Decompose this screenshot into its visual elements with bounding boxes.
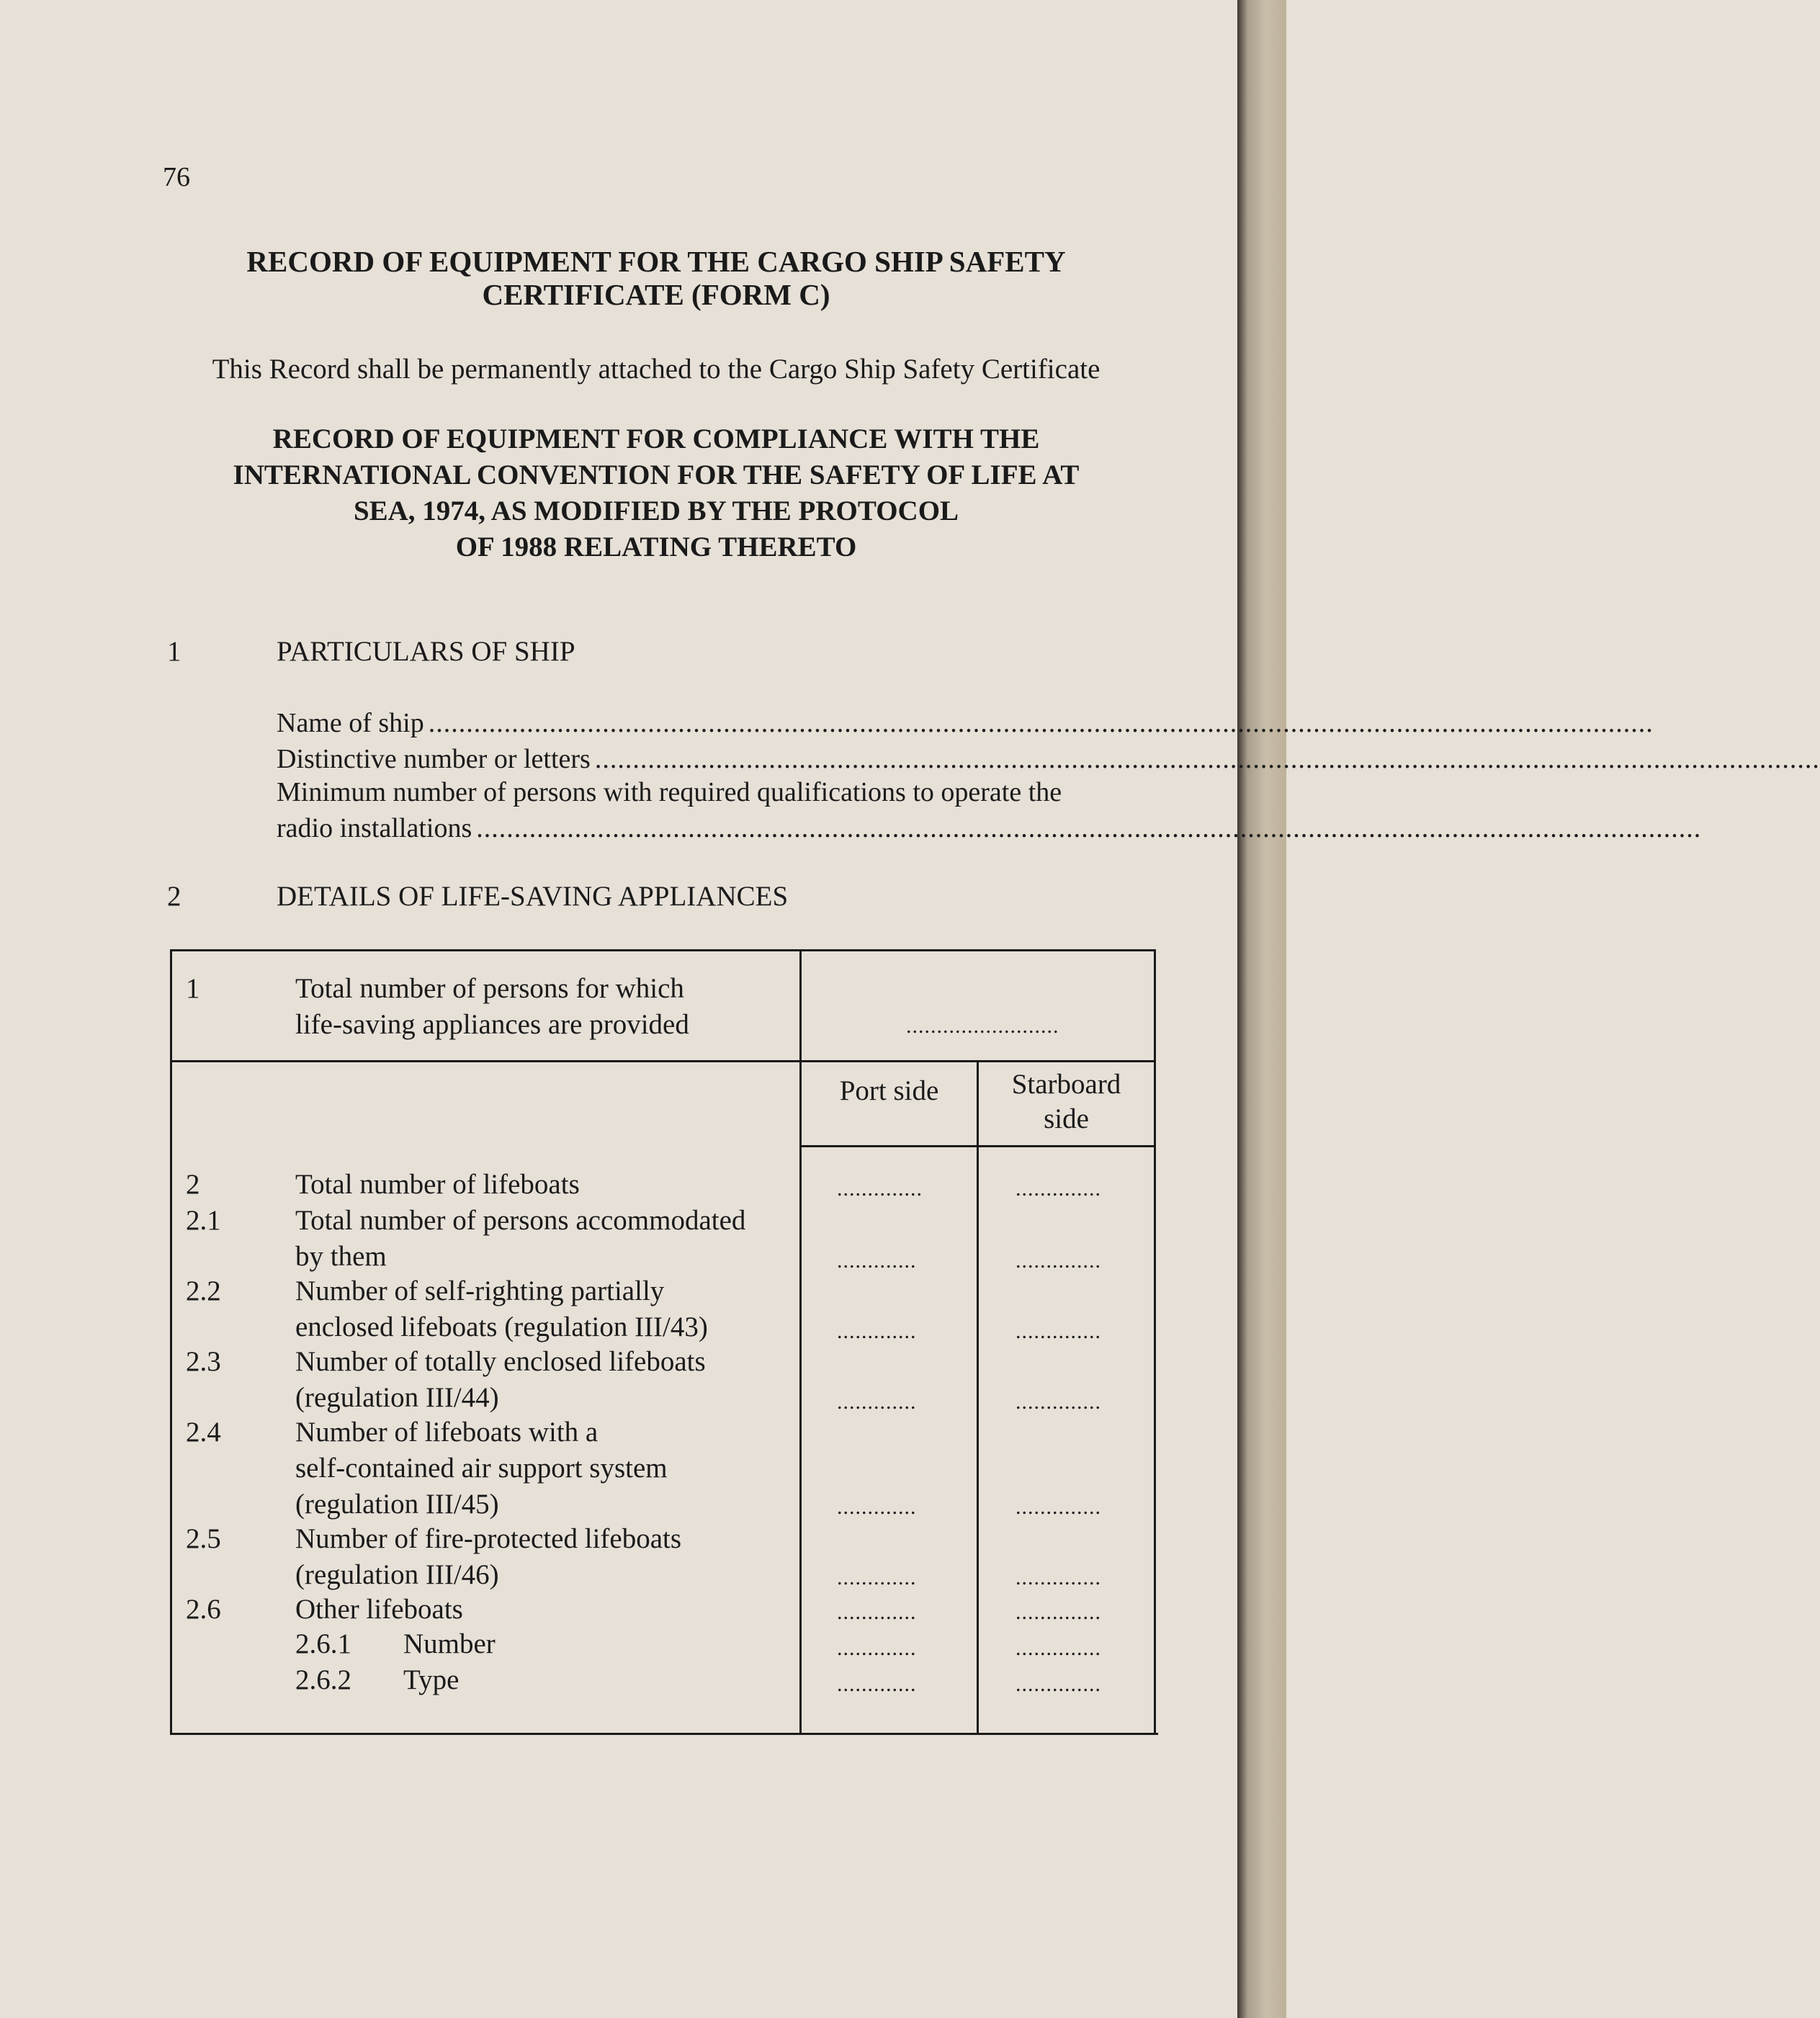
table-right-border: [1154, 949, 1156, 1735]
row-2-port-blank[interactable]: ..............: [837, 1177, 923, 1201]
row-2-1-number: 2.1: [186, 1205, 221, 1236]
row-2-3-port-blank[interactable]: .............: [837, 1390, 917, 1414]
attach-note: This Record shall be permanently attached to the Cargo Ship Safety Certificate: [212, 354, 1100, 385]
row-2-6-2-port-blank[interactable]: .............: [837, 1672, 917, 1696]
table-divider-main: [799, 949, 802, 1735]
field-distinctive-blank[interactable]: ..................................................................................................................................................................: [594, 744, 1820, 774]
row-2-4-label-line-2: self-contained air support system: [295, 1453, 668, 1484]
row-2-starboard-blank[interactable]: ..............: [1016, 1177, 1101, 1201]
field-minimum-line-1: [277, 776, 1149, 808]
row-2-3-starboard-blank[interactable]: ..............: [1016, 1390, 1101, 1414]
row-2-number: 2: [186, 1169, 200, 1200]
field-minimum-label-2: radio installations: [277, 813, 472, 843]
row-2-2-starboard-blank[interactable]: ..............: [1016, 1319, 1101, 1343]
row-2-4-number: 2.4: [186, 1417, 221, 1448]
row-2-6-port-blank[interactable]: .............: [837, 1600, 917, 1624]
row-1-label-line-1: Total number of persons for which: [295, 973, 684, 1004]
field-minimum-label-1: Minimum number of persons with required qualifications to operate the: [277, 777, 1062, 807]
row-2-1-label-line-2: by them: [295, 1241, 387, 1272]
row-2-6-2-label: Type: [403, 1664, 460, 1695]
row-2-4-label-line-1: Number of lifeboats with a: [295, 1417, 599, 1448]
table-left-border: [170, 949, 172, 1735]
field-minimum-line-2: [277, 812, 1702, 844]
row-2-1-label: [295, 1203, 745, 1275]
row-2-label: Total number of lifeboats: [295, 1169, 580, 1200]
row-1-number: 1: [186, 973, 200, 1004]
row-2-5-port-blank[interactable]: .............: [837, 1566, 917, 1589]
row-2-1-port-blank[interactable]: .............: [837, 1249, 917, 1273]
row-1-value-blank[interactable]: .........................: [906, 1014, 1059, 1038]
row-2-4-label: [295, 1414, 668, 1523]
record-heading-line-4: OF 1988 RELATING THERETO: [455, 532, 857, 562]
column-header-starboard-line-2: side: [1044, 1103, 1089, 1134]
row-1-label: [295, 971, 689, 1043]
row-1-label-line-2: life-saving appliances are provided: [295, 1009, 689, 1040]
row-2-3-label: [295, 1344, 706, 1416]
row-2-5-number: 2.5: [186, 1523, 221, 1554]
row-2-6-starboard-blank[interactable]: ..............: [1016, 1600, 1101, 1624]
row-2-6-2-starboard-blank[interactable]: ..............: [1016, 1672, 1101, 1696]
section-2-title: DETAILS OF LIFE-SAVING APPLIANCES: [277, 881, 789, 912]
field-distinctive-label: Distinctive number or letters: [277, 744, 591, 774]
row-2-4-starboard-blank[interactable]: ..............: [1016, 1495, 1101, 1519]
column-header-starboard: [979, 1053, 1154, 1136]
record-heading-line-3: SEA, 1974, AS MODIFIED BY THE PROTOCOL: [353, 495, 959, 526]
row-2-6-1-number: 2.6.1: [295, 1628, 351, 1659]
row-2-6-1-label: Number: [403, 1628, 496, 1659]
record-heading-line-2: INTERNATIONAL CONVENTION FOR THE SAFETY OF LIFE AT: [233, 459, 1080, 490]
field-name-of-ship-blank[interactable]: ..................................................................................................................................................................: [428, 708, 1654, 738]
column-header-port: Port side: [839, 1075, 939, 1106]
row-2-1-starboard-blank[interactable]: ..............: [1016, 1249, 1101, 1273]
table-header-underline: [799, 1145, 1155, 1147]
row-2-5-starboard-blank[interactable]: ..............: [1016, 1566, 1101, 1589]
row-2-3-label-line-1: Number of totally enclosed lifeboats: [295, 1346, 706, 1377]
row-2-6-1-port-blank[interactable]: .............: [837, 1636, 917, 1660]
row-2-6-1-starboard-blank[interactable]: ..............: [1016, 1636, 1101, 1660]
row-2-4-label-line-3: (regulation III/45): [295, 1489, 499, 1520]
field-distinctive: [277, 743, 1820, 775]
record-heading-line-1: RECORD OF EQUIPMENT FOR COMPLIANCE WITH THE: [272, 423, 1040, 454]
row-2-6-label: Other lifeboats: [295, 1594, 463, 1625]
field-minimum-blank[interactable]: ..................................................................................................................................................................: [476, 813, 1702, 843]
page-number: 76: [163, 162, 190, 192]
record-heading: [163, 421, 1149, 565]
row-2-3-number: 2.3: [186, 1346, 221, 1377]
row-2-5-label: [295, 1521, 681, 1593]
table-top-border: [170, 949, 1155, 951]
row-2-2-label-line-1: Number of self-righting partially: [295, 1275, 665, 1306]
section-1-title: PARTICULARS OF SHIP: [277, 636, 575, 667]
row-2-5-label-line-2: (regulation III/46): [295, 1559, 499, 1590]
row-2-6-number: 2.6: [186, 1594, 221, 1625]
row-2-3-label-line-2: (regulation III/44): [295, 1382, 499, 1413]
page-binding-edge: [1237, 0, 1286, 2018]
row-2-1-label-line-1: Total number of persons accommodated: [295, 1205, 746, 1236]
section-2-number: 2: [167, 881, 181, 912]
column-header-starboard-line-1: Starboard: [1011, 1069, 1121, 1100]
row-2-2-port-blank[interactable]: .............: [837, 1319, 917, 1343]
field-name-of-ship: [277, 707, 1654, 739]
row-2-4-port-blank[interactable]: .............: [837, 1495, 917, 1519]
document-title: [163, 245, 1149, 311]
table-bottom-border: [170, 1733, 1158, 1735]
row-2-6-2-number: 2.6.2: [295, 1664, 351, 1695]
row-2-2-label: [295, 1273, 708, 1345]
table-divider-sides: [977, 1060, 979, 1735]
row-2-2-label-line-2: enclosed lifeboats (regulation III/43): [295, 1311, 708, 1342]
section-1-number: 1: [167, 636, 181, 667]
document-title-line-2: CERTIFICATE (FORM C): [482, 278, 830, 311]
field-name-of-ship-label: Name of ship: [277, 708, 424, 738]
document-title-line-1: RECORD OF EQUIPMENT FOR THE CARGO SHIP SAFETY: [246, 245, 1066, 278]
row-2-5-label-line-1: Number of fire-protected lifeboats: [295, 1523, 682, 1554]
row-2-2-number: 2.2: [186, 1275, 221, 1306]
